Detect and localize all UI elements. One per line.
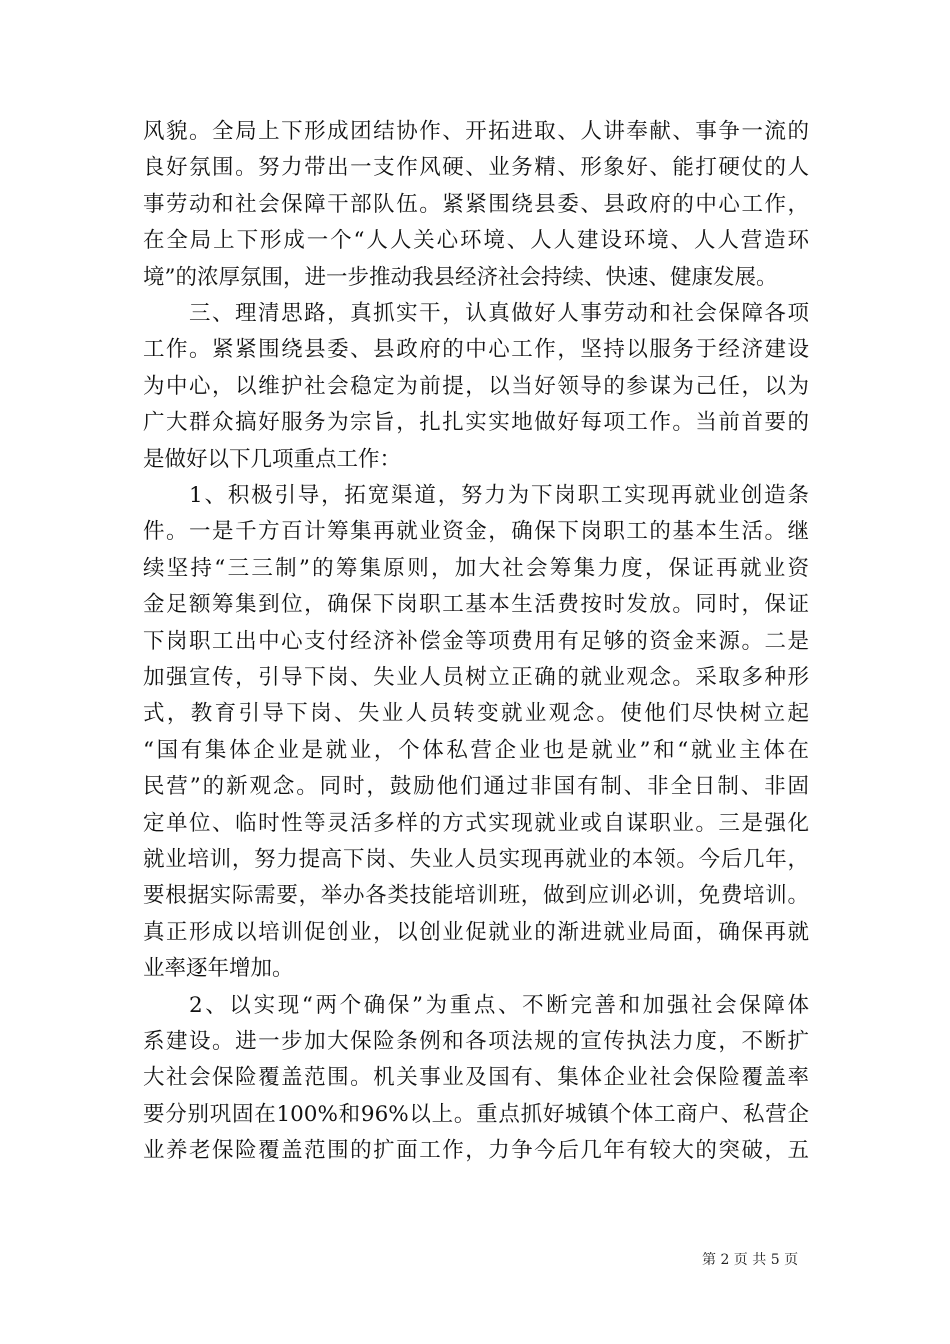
text-line: 系建设。进一步加大保险条例和各项法规的宣传执法力度，不断扩 — [143, 1029, 809, 1054]
text-line: 为中心，以维护社会稳定为前提，以当好领导的参谋为己任，以为 — [143, 373, 809, 399]
text-line: 业养老保险覆盖范围的扩面工作，力争今后几年有较大的突破，五 — [143, 1138, 809, 1164]
text-line: 要分别巩固在100%和96%以上。重点抓好城镇个体工商户、私营企 — [143, 1101, 809, 1127]
text-line: 在全局上下形成一个“人人关心环境、人人建设环境、人人营造环 — [143, 228, 809, 254]
text-line: “国有集体企业是就业，个体私营企业也是就业”和“就业主体在 — [143, 737, 809, 763]
text-line: 件。一是千方百计筹集再就业资金，确保下岗职工的基本生活。继 — [143, 519, 809, 545]
text-line: 2、以实现“两个确保”为重点、不断完善和加强社会保障体 — [189, 992, 809, 1018]
text-line: 工作。紧紧围绕县委、县政府的中心工作，坚持以服务于经济建设 — [143, 337, 809, 363]
text-line: 就业培训，努力提高下岗、失业人员实现再就业的本领。今后几年， — [143, 847, 809, 872]
text-line: 境”的浓厚氛围，进一步推动我县经济社会持续、快速、健康发展。 — [143, 264, 778, 290]
text-line: 定单位、临时性等灵活多样的方式实现就业或自谋职业。三是强化 — [143, 810, 809, 836]
text-line: 下岗职工出中心支付经济补偿金等项费用有足够的资金来源。二是 — [143, 628, 809, 654]
text-line: 大社会保险覆盖范围。机关事业及国有、集体企业社会保险覆盖率 — [143, 1065, 809, 1091]
text-line: 加强宣传，引导下岗、失业人员树立正确的就业观念。采取多种形 — [143, 665, 809, 690]
text-line: 要根据实际需要，举办各类技能培训班，做到应训必训，免费培训。 — [143, 883, 809, 909]
text-line: 风貌。全局上下形成团结协作、开拓进取、人讲奉献、事争一流的 — [143, 119, 809, 144]
page-number-footer: 第 2 页 共 5 页 — [702, 1252, 799, 1268]
text-line: 式，教育引导下岗、失业人员转变就业观念。使他们尽快树立起 — [143, 701, 809, 727]
text-line: 是做好以下几项重点工作： — [143, 446, 402, 472]
text-line: 良好氛围。努力带出一支作风硬、业务精、形象好、能打硬仗的人 — [143, 155, 809, 181]
text-line: 广大群众搞好服务为宗旨，扎扎实实地做好每项工作。当前首要的 — [143, 410, 809, 436]
text-line: 事劳动和社会保障干部队伍。紧紧围绕县委、县政府的中心工作， — [143, 191, 809, 217]
text-line: 续坚持“三三制”的筹集原则，加大社会筹集力度，保证再就业资 — [143, 555, 809, 581]
text-line: 业率逐年增加。 — [143, 956, 294, 982]
text-line: 三、理清思路，真抓实干，认真做好人事劳动和社会保障各项 — [189, 301, 809, 326]
text-line: 1、积极引导，拓宽渠道，努力为下岗职工实现再就业创造条 — [189, 483, 809, 508]
text-line: 真正形成以培训促创业，以创业促就业的渐进就业局面，确保再就 — [143, 919, 809, 945]
text-line: 民营”的新观念。同时，鼓励他们通过非国有制、非全日制、非固 — [143, 774, 809, 800]
text-line: 金足额筹集到位，确保下岗职工基本生活费按时发放。同时，保证 — [143, 592, 809, 618]
